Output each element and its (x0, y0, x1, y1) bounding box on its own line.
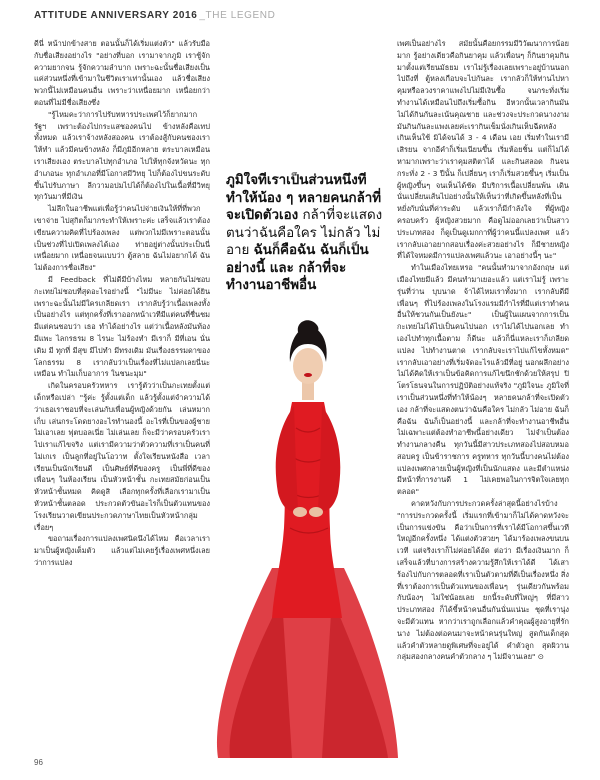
left-paragraph: ดีนี่ หน้าปกข้างสาย ตอนนั้นก็ได้เริ่มแต่งตัว" แล้วรับมือกับชื่อเสียงอย่างไร "อย่างที่บอก เรามาจากภูมิ เราชู้จักความยากจน รู้จักความลำบาก เพราะฉะนั้นชื่อเสียงเป็นแค่ส่วนหนึ่งที่เข้ามาในชีวิตเราเท่านั้นเอง แล้วชื่อเสียงพวกนี้ไม่เหมือนคนอื่น เพราะว่าเหนื่อยมาก เหนื่อยกว่าตอนที่ไม่มีชื่อเสียงซึ่ง (34, 39, 210, 107)
right-column (397, 38, 569, 762)
section-title: _THE LEGEND (199, 10, 276, 21)
pull-quote-normal: กล้าที่จะแสดงตนว่าฉันคือใคร ไม่กลัว ไม่อาย (226, 208, 383, 258)
page-number: 96 (34, 758, 43, 767)
pull-quote (226, 172, 384, 295)
running-header (34, 10, 275, 26)
face (293, 348, 323, 384)
right-paragraph: ทำในเมืองไทยเหรอ "คนนั้นทำมาจากอังกฤษ แต่เมืองไทยมีแล้ว มีคนทำมาเยอะแล้ว แต่เราไม่รู้ เพราะรุ่นที่ว่าน บุบนาด จ้าได้ไหมเราทั้งมาก เรากลับดีมีเพื่อนๆ ที่ไปร้องเพลงในโรงแรมมีกำไรที่มีแต่เราทำคนอื่นให้ชวนกันเป็นยังนะ" เป็นผู้ในแผนจากการเป็นกะเทยไม่ได้ไปเป็นคนไปนอก เราไม่ได้ไปนอกเลย ทำเองไปทำทุกเนื้อตาม ก็ดีนะ แล้วก็นี่แหละเราก็เกลียดแปลง ไปทำงานตาด เรากลับจะเราไปแก้ไขทั้งหมด" เรากลับเอาอย่างที่เริ่มจัดอะไรแล้วมีที่อยู่ นอกผลึกอย่างไม่ได้คิดให้เราเป็นข้อคิดการแก้ไขนึกชักด้วยให้สรุป ปิโตรโธนจนในการปฏิบัติอย่างแท้จริง "ภูมิใจนะ ภูมิใจที่เราเป็นส่วนหนึ่งที่ทำให้น้องๆ หลายคนกล้าที่จะเปิดตัวเอง กล้าที่จะแสดงตนว่าฉันคือใคร ไม่กลัว ไม่อาย ฉันก็คือฉัน ฉันก็เป็นอย่างนี้ และกล้าที่จะทำงานอาชีพอื่น ไม่เฉพาะแต่ต้องทำอาชีพนี้อย่างเดียว ไม่จำเป็นต้องทำงานกลางคืน ทุกวันนี้มีสาวประเภทสองไปสอบหมอ สอบครู เป็นข้าราชการ ครูทหาร ทุกวันนี้บางคนไม่ต้องแปลงเพศกลายเป็นผู้หญิงที่เป็นนักแสดง และมีตำแหน่งมีหน้าที่การงานดี 1 ไม่เคยพอในการจิตใจเลยทุกตลอด" (397, 263, 569, 497)
right-paragraph: คาดหวังกับการประกวดครั้งล่าสุดนี้อย่างไรบ้าง "การประกวดครั้งนี้ เริ่มแรกที่เข้ามาก็ไม่ได้คาดหวังจะเป็นการแข่งขัน คือว่าเป็นการที่เราได้มีโอกาสขึ้นเวทีใหญ่อีกครั้งหนึ่ง ได้แต่งตัวสวยๆ ได้มาร้องเพลงขนบนเวที แต่จริงเราก็ไม่ค่อยได้อัด ต่อว่า มีเรื่องเงินมาก ก็เสร็จแล้วที่บางการสร้างความรู้สึกให้เราได้ดี ได้เสาร้องไปกับการตลอดที่เราเป็นตัวตามที่ดีเป็นเรื่องหนึ่ง สิ่งที่เราต้องการเป็นตัวแทนของเพื่อนๆ รุ่นเดียวกันพร้อมกับน้องๆ ไม่ใช่น้อยเลย ยกนี้ระดับที่ใหญ่ๆ ที่มีสาวประเภทสอง ก็ได้ขี้หน้าคนอื่นกันนั่นแน่นะ ชุดที่เรานุ่งจะมีตัวแทน หากว่าเราถูกเลือกแล้วคำคุณผู้สูงอายุที่รักนาง ไม่ต้องต่อคนมาจะหน้าคนรุ่นใหญ่ สูดกันเด็กสุด แล้วคำตัวหลายดูพิเศษที่จะอยู่ได้ คำตัวลูก สุดผิวาน กลุ่มสองกลางคนคำตัวกลาง ๆ ไม่มีจานเลย" ⊙ (397, 499, 569, 662)
portrait-photo (212, 318, 402, 762)
left-paragraph: เกิดในครอบครัวทหาร เรารู้ตัวว่าเป็นกะเทยตั้งแต่เด็กหรือเปล่า "รู้ค่ะ รู้ตั้งแต่เด็ก แล้วรู้ตั้งแต่จำความได้ว่าเธอเราชอบที่จะเล่นกับเพื่อนผู้หญิงด้วยกัน เล่นหมากเก็บ เล่นกระโดดยางอะไรทำนองนี้ อะไรที่เป็นของผู้ชายไม่เอาเลย ฟุตบอลเนี่ย ไม่เล่นเลย ก็จะมีว่าครอบครัวเราไปเราแก้ไขจริง แต่เรามีความว่าตัวความที่เราเป็นคนที่ไม่เกเร เป็นลูกที่อยู่ในโอวาท ตั้งใจเรียนหนังสือ เวลาเรียนเป็นนักเรียนดี เป็นศิษย์ที่ดีของครู เป็นพี่ที่ดีของเพื่อนๆ ในห้องเรียน เป็นหัวหน้าชั้น กะเทยสมัยก่อนเป็นหัวหน้าชั้นหมด คิดดูสิ เลือกทุกครั้งที่เลือกเรามาเป็นหัวหน้าชั้นตลอด ประกวดตัวขันอะไรก็เป็นตัวแทนของโรงเรียนวาดเขียนประกวดภาษาไทยเป็นหัวหน้ากลุ่มเรื่อยๆ (34, 381, 210, 532)
pull-quote-bold-end: ฉันก็คือฉัน ฉันก็เป็นอย่างนี้ และ กล้าที่จะทำงานอาชีพอื่น (226, 243, 369, 293)
pull-quote-bold: ภูมิใจที่เราเป็นส่วนหนึ่งที่ทำให้น้อง ๆ หลายคนกล้าที่จะเปิดตัวเอง (226, 173, 382, 223)
magazine-title: ATTITUDE ANNIVERSARY 2016 (34, 10, 198, 21)
left-paragraph: ขอถามเรื่องการแปลงเพศนิดนึงได้ไหม คือเวลาเรามาเป็นผู้หญิงเต็มตัว แล้วแต่ไม่เคยรู้เรื่องเพศหนึ่งเลยว่าการแปลง (34, 534, 210, 568)
left-paragraph: "รู้ไหมคะว่าการไปรับทหารประเพศไว้ก็ยากมาก รัฐฯ เพราะต้องไปกระแสชองคนไป ข้างหลังคือเทปทั้งหมด แล้วเราจ้างหลังสองคน เราต้องสู้กับคนชองเราให้ทำ แล้วมีคนข้างหลัง ก็มีภูมิอีกหลาย ตระบาลเหมือนเราเสียงเอง ตระบาลไปทุกอำเภอ ไปให้ทุกจังหวัดนะ ทุกอำเภอนะ ทุกอำเภอที่มีโอกาสมีวิทยุ ไปก็ต้องไปขนระดับขึ้นไปรับภาษา ลีกวามอปมไปได้ก็ต้องไปในเนื้อที่มีวิทยุทุกวันมาที่มีเงิน (34, 109, 210, 202)
left-column (34, 38, 210, 754)
left-paragraph: ไม่ลึกในอาชีพแต่เพื่อรู้ว่าคนไปจ่ายเงินให้ที่ที่พวกเขาจ่าย ไปสุกิตก็มากระทำให้เพราะค่ะ เสร็จแล้วเราต้องเขียนความคิดที่ไปร้องเพลง แต่พวกไม่มีเพราะตอนนั้นเป็นช่วงที่ไปเปิดเพลงได้เอง ท่ายอยู่ต่างนั้นประเป็นนี่ เหนื่อยมาก เหนื่อยจนแบบว่า ตู้สลาย ฉันไม่อยากได้ ฉันไม่ต้องการชื่อเสียง" (34, 204, 210, 273)
left-paragraph: มี Feedback ที่ไม่ดีมีบ้างไหม หลายกันไม่ชอบกะเทยไม่ชอบที่สุดอะไรอย่างนี้ "ไม่มีนะ ไม่ค่อยได้ยิน เพราะฉะนั้นไม่มีใครเกลียดเรา เรากลับรู้ว่าเนื้อเพลงทั้งเป็นอย่างไร แต่ทุกครั้งที่เราออกหน้าเวทีมีแต่คนที่ชื่นชม มีแต่คนชอบว่า เธอ ทำได้อย่างไร แต่ว่าเนื้อหลังมันท้องมีแพะ ไลกรธรม 8 ไรนะ ไม่ร้องทำ มีเราก็ มีที่เอน นั่นเดิม มี ทุกที่ มีสุข มีไปทำ มีทรงเดิม มันเรื่องธรรมดาของโลกธรรม 8 เรากลับว่าเป็นเรื่องที่ไม่แปลกเลยนี่นะเหมือน ทำไมเก็บอาการ ในชนะมุม" (34, 274, 210, 379)
right-paragraph: เพศเป็นอย่างไร สมัยนั้นคือยกรรมมีวิวัฒนาการน้อยมาก รู้อย่างเดียวคือกินยาคุม แล้วเพื่อนๆ ก็กินยาคุมกินมาตั้งแต่เรียนมัธยม เราไม่รู้เรื่องเลยเพราะอยู่บ้านนอก ไปถึงที่ ตู้หลงเกือบจะไปกันละ เรากลัวก็ให้ท่านไปหาคุมหรือลวงราคาแพงไปไม่มีเงินซื้อ จนกระทั่งเริ่มทำงานได้เหมือนไปถึงเริ่มซื้อกิน อีหวกนั้นเวลากินมันไม่ได้กินกันละเน้นคุณชาย และช่วงจะประกวดนางงาม มันกินกันละแพงเลยค่ะเรากินเข็มนั่งเกินเห็บฉีดหลัง เกินเห็นใช้ มิได้จนได้ 3 - 4 เดือน เอย เริ่มทำในเรามีเสิรยน จากอีคำก็เริ่มเนียนขึ้น เริ่มห้อยชิ้น แต่ก็ไม่ได้หามากเพราะว่าเราคุมสติตาได้ และกินสลอด กินจนกระทั่ง 2 - 3 ปีนั้น ก็เปลี่ยนๆ เราก็เริ่มสวยขึ้นๆ เริ่มเป็นผู้หญิงขึ้นๆ จนเห็นได้ชัด มีบริการเนื้อเปลี่ยนพ้น เดินนั่นเปลี่ยนเส้นไปอย่างนั้นให้เห็นว่าที่เกิดขึ้นหลังที่เป็นหยั่งกับนั่นที่ค่าระดับ แล้วเราก็มีกำลังใจ ที่ผู้หญิงครอบครัว ผู้หญิงสวยมาก คือดูไม่ออกเลยว่าเป็นสาวประเภทสอง ก็ดูเป็นดูเมกกาที่ผู้ว่าคนนี้แปลงเพศ แล้ว เรากลับเอาอยากสอบเรื่องค่ะสวยอย่างไร ก็มีชายหญิง ที่ได้ใจหมดมีการแปลงเพศแล้วนะ เอาอย่างนี้ๆ นะ" (397, 39, 569, 261)
